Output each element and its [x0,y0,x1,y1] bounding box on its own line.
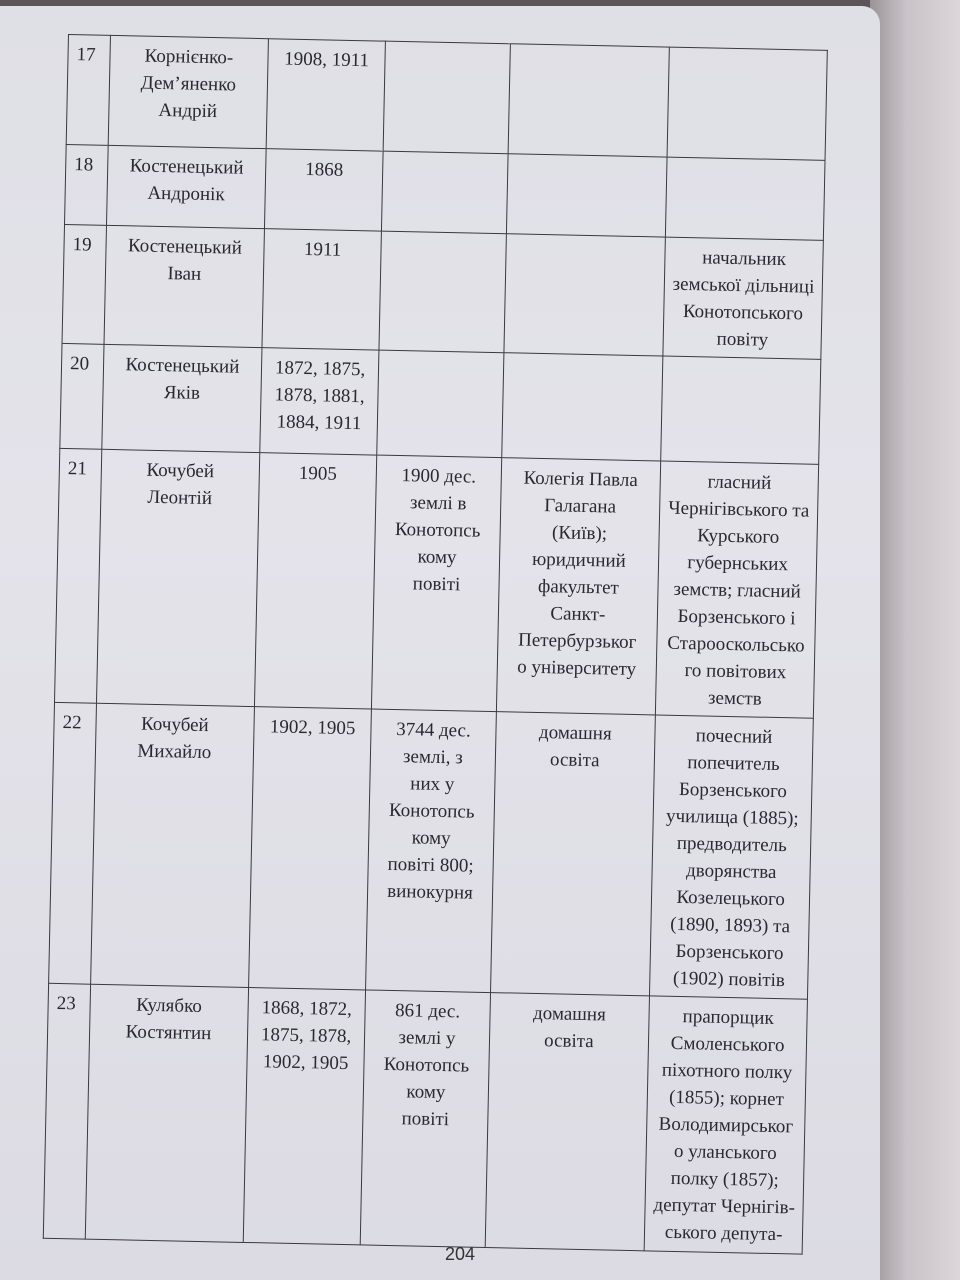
row-number: 21 [67,458,88,480]
education-cell [501,353,663,461]
row-number-cell [65,144,109,225]
person-name-line: Костенецький [125,354,240,378]
election-years-line: 1911 [303,238,342,261]
person-name-cell [97,449,260,706]
land-holdings-cell [366,709,496,993]
positions-line: піхотного полку [661,1059,793,1084]
positions-line: Конотопського [682,300,804,325]
land-holdings-line: землі у [398,1027,456,1050]
positions-cell [667,47,827,160]
table-row [60,343,821,464]
page-number: 204 [444,1244,476,1264]
land-holdings-line: кому [406,1081,446,1104]
table-body [43,35,827,1255]
positions-cell [644,996,807,1254]
land-holdings-cell [372,455,501,712]
positions-cell [661,356,821,464]
land-holdings-line: повіті [412,573,461,596]
positions-line: прапорщик [682,1006,774,1029]
positions-line: Старооскольсько [667,632,805,657]
person-name-line: Михайло [137,740,212,764]
positions-line: ського депута- [664,1221,783,1246]
background-next-page [870,0,960,1280]
election-years-line: 1868 [305,159,344,181]
education-line: Колегія Павла [523,467,639,492]
person-name-line: Андрій [158,99,218,123]
row-number-cell [66,35,110,146]
positions-cell [666,157,825,240]
row-number: 17 [76,44,96,66]
row-number: 20 [69,353,90,375]
positions-line: Курського [697,525,780,549]
land-holdings-line: землі, з [402,746,463,769]
person-name-cell [108,35,268,148]
land-holdings-line: 1900 дес. [401,465,477,488]
person-name-line: Кулябко [136,994,203,1018]
education-line: освіта [549,749,600,772]
education-line: освіта [543,1030,594,1053]
table-row [62,224,823,359]
land-holdings-line: них у [410,773,455,796]
person-name-cell [104,225,264,347]
election-years-line: 1868, 1872, [261,997,353,1021]
row-number: 23 [56,992,76,1015]
land-holdings-line: Конотопсь [383,1053,470,1077]
person-name-cell [91,703,255,987]
land-holdings-line: кому [411,827,451,850]
election-years-line: 1905 [298,462,338,485]
education-line: Петербурзьког [517,629,637,654]
person-name-line: Андронік [147,182,225,206]
table-row [49,702,814,999]
land-holdings-cell [379,231,506,353]
positions-line: го повітових [684,660,787,684]
election-years-cell [262,229,382,350]
row-number-cell [60,343,104,449]
person-name-line: Корнієнко- [144,45,234,69]
positions-line: земської дільниці [672,273,815,298]
positions-line: (1890, 1893) та [669,913,791,938]
positions-line: полку (1857); [670,1167,780,1192]
table-container [43,34,828,1246]
row-number-cell [62,224,107,344]
positions-line: (1855); корнет [668,1086,785,1111]
land-holdings-line: 3744 дес. [396,719,471,742]
positions-line: земств; гласний [673,578,802,603]
positions-line: предводитель [676,832,788,857]
row-number: 22 [62,712,82,734]
table-row [66,35,827,161]
person-name-cell [102,344,262,452]
positions-line: Козелецького [676,886,786,911]
row-number-cell [54,448,101,703]
positions-line: Борзенського [675,940,784,965]
positions-line: начальник [702,247,787,271]
education-cell [490,712,656,996]
positions-line: о уланського [673,1140,777,1165]
person-name-line: Костенецький [129,155,244,179]
person-name-cell [107,145,266,228]
land-holdings-cell [382,151,508,234]
positions-line: Борзенського [678,778,788,803]
election-years-line: 1908, 1911 [283,48,370,72]
person-name-line: Леонтій [147,486,213,510]
land-holdings-line: повіті [401,1108,450,1131]
land-holdings-line: 861 дес. [394,1000,461,1023]
person-name-line: Кочубей [140,713,209,737]
positions-line: земств [707,687,762,710]
education-line: Галагана [543,495,617,518]
election-years-line: 1872, 1875, [274,357,366,381]
positions-line: Смоленського [670,1032,785,1057]
election-years-cell [248,707,372,990]
land-holdings-line: винокурня [387,880,474,904]
education-line: факультет [537,575,620,599]
election-years-line: 1878, 1881, [274,384,365,408]
person-name-line: Кочубей [146,459,215,483]
education-cell [506,154,667,237]
person-name-line: Яків [163,382,201,404]
election-years-cell [254,453,377,709]
person-name-line: Дем’яненко [140,72,237,96]
election-years-line: 1875, 1878, [260,1024,352,1048]
positions-cell [656,461,819,718]
book-page [0,6,880,1280]
election-years-cell [266,39,386,151]
education-line: юридичний [531,548,627,572]
education-cell [496,458,661,715]
land-holdings-cell [361,990,490,1248]
positions-line: попечитель [687,752,780,776]
election-years-line: 1902, 1905 [262,1051,349,1075]
education-line: о університету [517,656,637,681]
positions-line: Володимирськог [658,1113,794,1138]
land-holdings-line: землі в [409,492,467,515]
positions-line: (1902) повітів [672,967,786,992]
election-years-cell [259,348,379,455]
person-name-line: Іван [167,263,202,285]
land-holdings-line: повіті 800; [387,853,474,877]
row-number-cell [43,983,90,1239]
positions-line: депутат Чернігів- [653,1194,796,1219]
education-line: домашня [538,722,612,745]
election-years-line: 1902, 1905 [269,716,356,740]
education-line: Санкт- [550,603,606,626]
election-years-line: 1884, 1911 [276,411,362,435]
row-number: 18 [74,154,94,176]
positions-cell [650,715,814,999]
land-holdings-cell [384,41,510,154]
positions-line: училища (1885); [665,805,799,830]
positions-cell [663,237,823,359]
biography-table [43,34,828,1255]
positions-line: повіту [716,328,769,351]
education-line: домашня [532,1002,607,1026]
education-line: (Київ); [551,522,608,545]
land-holdings-line: Конотопсь [394,518,481,542]
person-name-line: Костянтин [125,1021,212,1045]
row-number: 19 [72,234,92,256]
table-row [43,983,807,1254]
person-name-line: Костенецький [127,235,243,259]
election-years-cell [243,987,366,1244]
education-cell [485,993,650,1251]
land-holdings-line: Конотопсь [388,799,475,823]
positions-line: дворянства [685,860,777,884]
table-row [54,448,818,718]
positions-line: Борзенського і [677,605,796,630]
election-years-cell [264,149,383,231]
positions-line: Чернігівського та [668,497,810,522]
positions-line: гласний [707,471,772,494]
land-holdings-cell [377,350,503,458]
education-cell [503,234,665,356]
positions-line: почесний [695,725,773,748]
person-name-cell [85,984,248,1242]
row-number-cell [49,702,97,984]
land-holdings-line: кому [417,546,457,569]
positions-line: губернських [687,552,789,576]
education-cell [508,44,670,157]
